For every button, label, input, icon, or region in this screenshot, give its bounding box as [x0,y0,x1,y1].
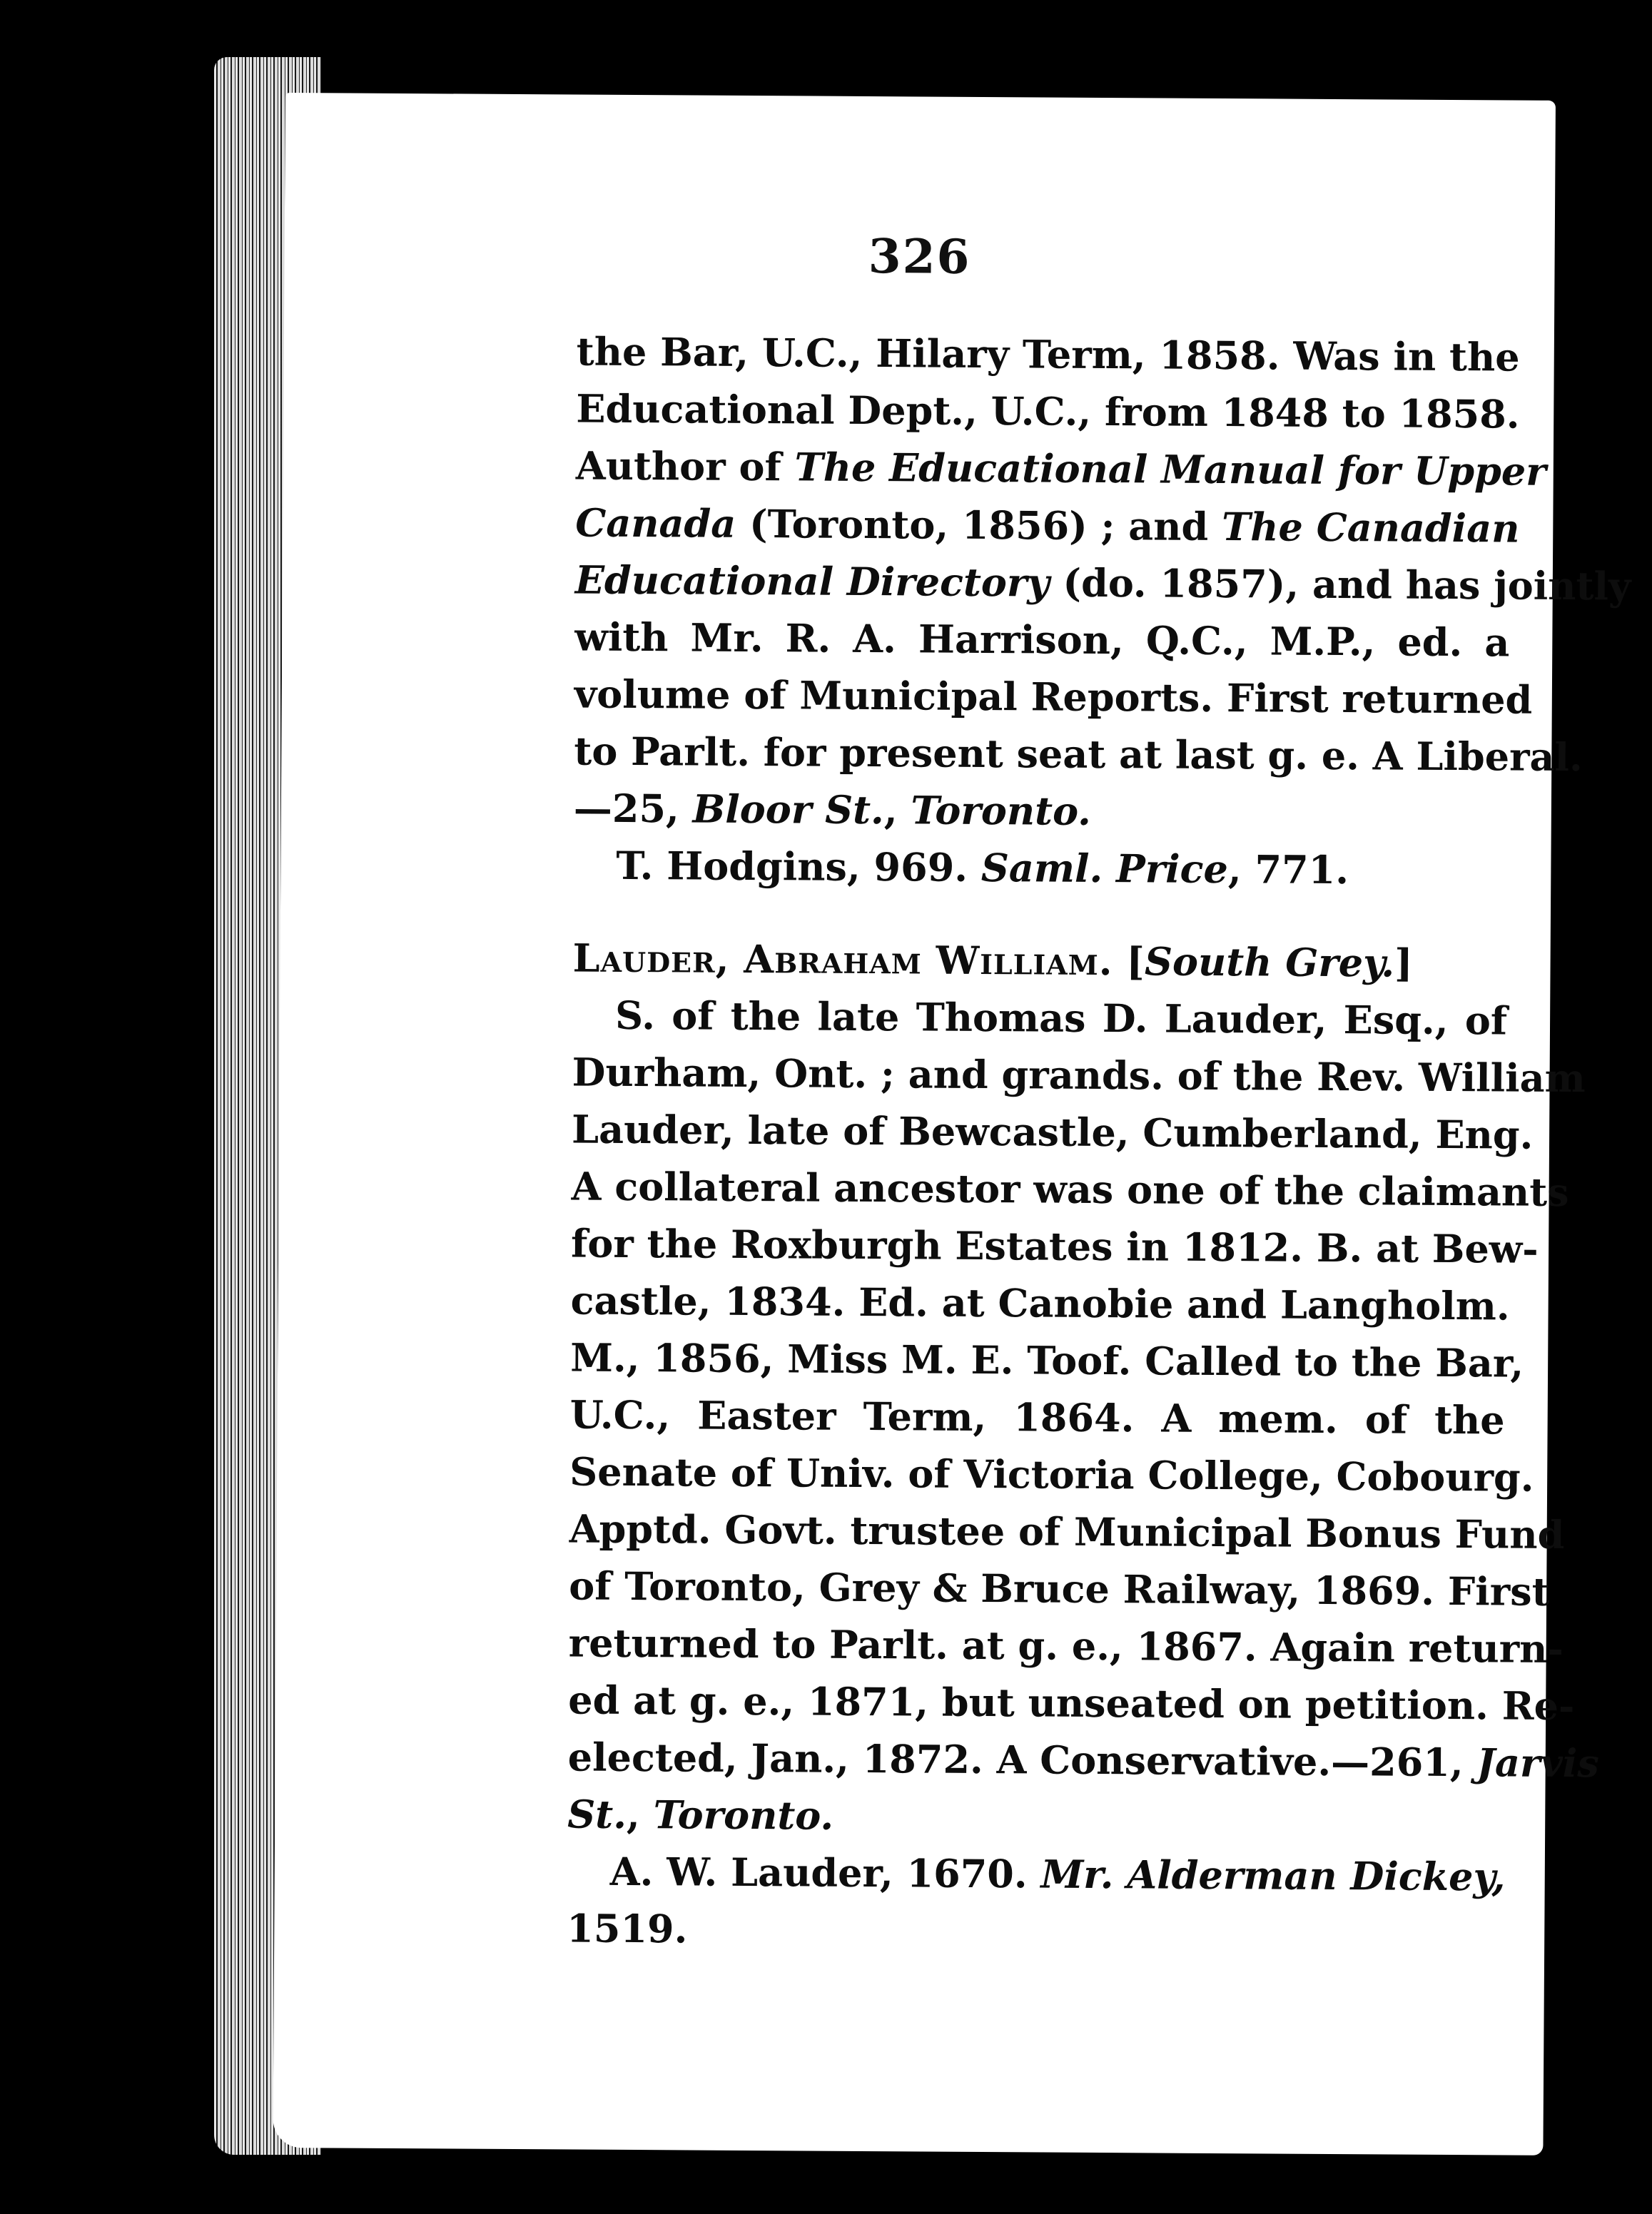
entry1-line-6: with Mr. R. A. Harrison, Q.C., M.P., ed. a [574,614,1510,666]
entry2-line-11: of Toronto, Grey & Bruce Railway, 1869. First [569,1563,1550,1615]
entry1-line-7: volume of Municipal Reports. First returned [574,671,1533,723]
entry2-line-3: Lauder, late of Bewcastle, Cumberland, Eng. [571,1106,1534,1158]
entry2-heading [572,929,1507,992]
entry1-line-5 [574,551,1631,614]
address-number: —25, [573,785,693,832]
entry1-line-4 [575,494,1520,557]
entry2-votes-count: 1519. [567,1905,688,1952]
entry2-line-5: for the Roxburgh Estates in 1812. B. at Bew- [570,1220,1539,1272]
entry1-line-4-text: (Toronto, 1856) ; and [736,500,1222,550]
address-street-jarvis: Jarvis [1476,1740,1599,1787]
votes-winner-2: A. W. Lauder, 1670. [609,1848,1041,1897]
entry1-address [574,779,1509,842]
page-text [567,323,1631,1962]
address-street-suffix: St. [567,1791,627,1837]
entry2-line-15 [567,1785,1502,1848]
entry2-votes [567,1842,1506,1905]
votes-opponent-name-2: Mr. Alderman Dickey, [1040,1851,1506,1900]
bracket-close: ] [1394,940,1413,986]
entry2-line-10: Apptd. Govt. trustee of Municipal Bonus Fund [569,1505,1565,1558]
book-title-educational-manual: The Educational Manual for Upper [794,444,1546,494]
entry2-line-14 [567,1728,1599,1791]
book-page [273,93,1631,2155]
entry1-line-2: Educational Dept., U.C., from 1848 to 1858. [576,385,1520,437]
votes-winner: T. Hodgins, 969. [616,842,982,890]
entry2-line-8: U.C., Easter Term, 1864. A mem. of the [569,1391,1505,1443]
entry1-line-3-text: Author of [575,442,795,490]
entry1-votes [573,836,1508,899]
book-title-canadian: The Canadian [1221,504,1520,552]
entry2-line-6: castle, 1834. Ed. at Canobie and Langholm. [570,1277,1510,1329]
votes-opponent-name: Saml. Price [980,844,1229,893]
book-title-canada: Canada [575,499,736,547]
votes-opponent-count: , 771. [1227,846,1349,893]
entry2-line-7: M., 1856, Miss M. E. Toof. Called to the Bar, [569,1334,1524,1386]
entry2-line-14-text: elected, Jan., 1872. A Conservative.—261, [567,1734,1477,1786]
entry2-line-2: Durham, Ont. ; and grands. of the Rev. William [572,1049,1586,1102]
entry-separator [573,893,1508,935]
constituency: South Grey. [1144,938,1395,986]
entry2-line-1: S. of the late Thomas D. Lauder, Esq., of [614,992,1508,1044]
address-separator-2: , [626,1791,654,1838]
member-name: Lauder, Abraham William. [572,935,1113,985]
entry1-line-1: the Bar, U.C., Hilary Term, 1858. Was in the [576,328,1520,380]
page-number: 326 [868,228,971,285]
address-city-2: Toronto. [653,1792,834,1839]
address-street: Bloor St. [692,786,885,833]
entry1-line-3 [575,437,1546,499]
entry1-line-5-text: (do. 1857), and has jointly [1049,559,1631,609]
address-separator: , [883,787,911,833]
book-title-directory: Educational Directory [574,557,1050,606]
entry2-line-4: A collateral ancestor was one of the claimants [571,1163,1569,1216]
entry2-line-13: ed at g. e., 1871, but unseated on petition. Re- [568,1677,1575,1730]
entry2-line-9: Senate of Univ. of Victoria College, Cobourg. [569,1448,1534,1500]
entry2-line-12: returned to Parlt. at g. e., 1867. Again return- [568,1620,1564,1672]
entry1-line-8: to Parlt. for present seat at last g. e. A Liberal. [574,728,1583,781]
address-city: Toronto. [911,787,1092,834]
bracket-open: [ [1113,938,1145,985]
